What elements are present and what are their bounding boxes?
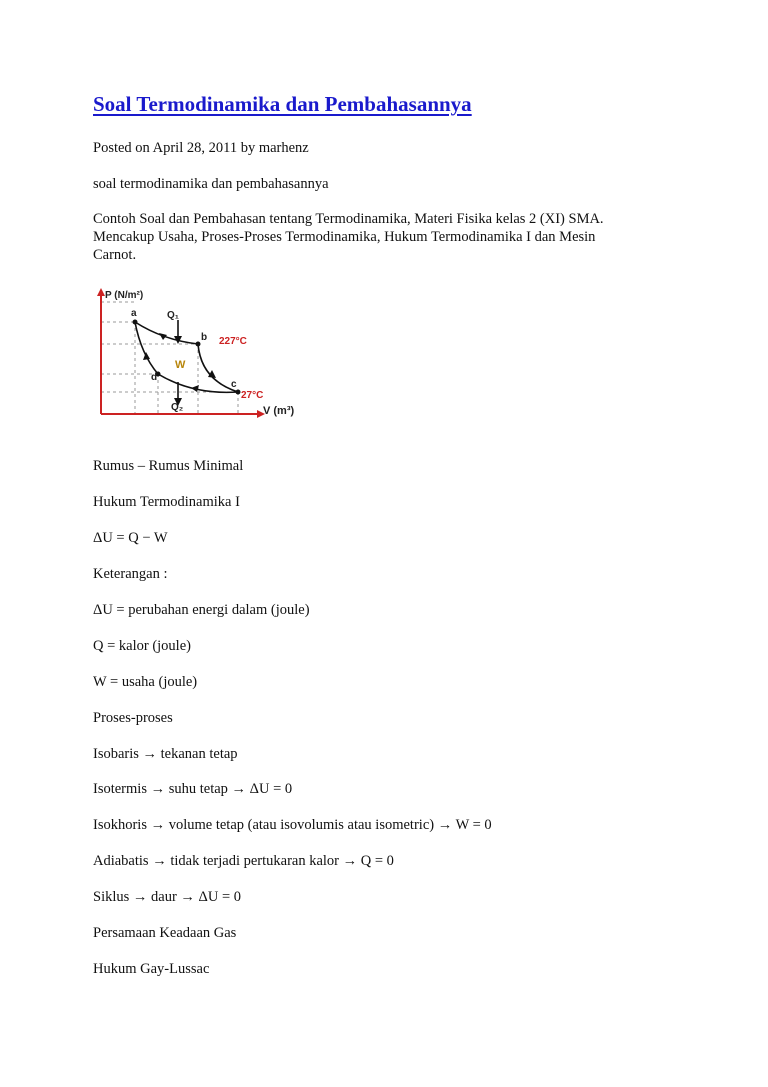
content-line: Siklus → daur → ΔU = 0: [93, 889, 242, 905]
content-line: Hukum Termodinamika I: [93, 494, 240, 510]
point-a-label: a: [131, 308, 137, 319]
cycle-curves: [135, 320, 238, 404]
temp-low-label: 27°C: [241, 390, 264, 401]
carnot-cycle-diagram: [93, 282, 315, 432]
content-line: Persamaan Keadaan Gas: [93, 925, 237, 941]
intro-line-1: Contoh Soal dan Pembahasan tentang Termodinamika, Materi Fisika kelas 2 (XI) SMA.: [93, 211, 604, 227]
heat-in-label: Q₁: [167, 310, 179, 321]
point-d-label: d: [151, 372, 158, 383]
content-line: Adiabatis → tidak terjadi pertukaran kalor → Q = 0: [93, 853, 394, 869]
content-line: Isobaris → tekanan tetap: [93, 746, 238, 762]
content-line: Q = kalor (joule): [93, 638, 191, 654]
article-title[interactable]: Soal Termodinamika dan Pembahasannya: [93, 92, 472, 116]
point-c-label: c: [231, 379, 237, 390]
heat-out-label: Q₂: [171, 402, 184, 413]
content-line: W = usaha (joule): [93, 674, 198, 690]
article-subtitle: soal termodinamika dan pembahasannya: [93, 176, 329, 192]
y-axis-label: P (N/m²): [105, 290, 144, 301]
intro-line-3: Carnot.: [93, 247, 137, 263]
content-line: Isokhoris → volume tetap (atau isovolumis atau isometric) → W = 0: [93, 817, 492, 833]
temp-high-label: 227°C: [219, 336, 247, 347]
content-line: ΔU = perubahan energi dalam (joule): [93, 602, 310, 618]
content-line: Isotermis → suhu tetap → ΔU = 0: [93, 781, 293, 797]
work-label: W: [175, 359, 186, 371]
post-meta: Posted on April 28, 2011 by marhenz: [93, 140, 309, 156]
x-axis-label: V (m³): [263, 405, 295, 417]
content-line: ΔU = Q − W: [93, 530, 168, 546]
intro-line-2: Mencakup Usaha, Proses-Proses Termodinamika, Hukum Termodinamika I dan Mesin: [93, 229, 596, 245]
point-b-label: b: [201, 332, 208, 343]
content-line: Keterangan :: [93, 566, 168, 582]
content-line: Rumus – Rumus Minimal: [93, 458, 244, 474]
content-line: Proses-proses: [93, 710, 173, 726]
content-line: Hukum Gay-Lussac: [93, 961, 210, 977]
carnot-cycle-svg: [93, 282, 315, 432]
